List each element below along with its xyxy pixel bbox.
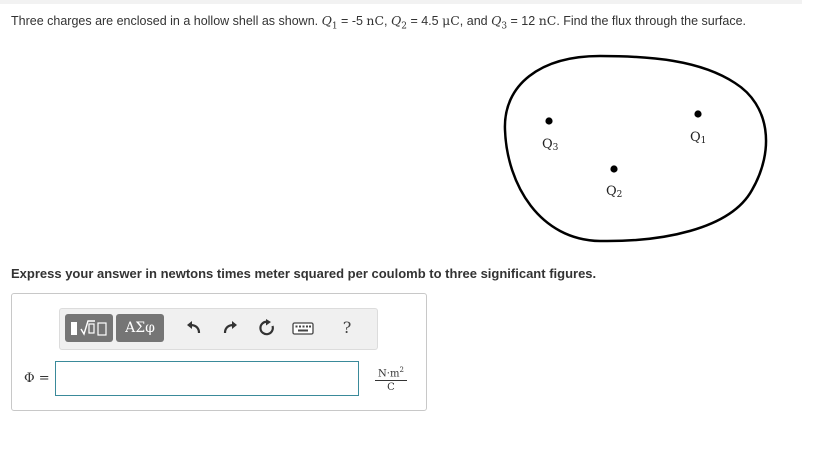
charge-q3-dot [545, 117, 552, 124]
q1-unit: nC [366, 13, 385, 28]
undo-icon[interactable] [184, 318, 204, 338]
separator: , [384, 14, 391, 28]
q2-symbol: $Q_2$ [391, 13, 407, 32]
charge-q1-label: Q1 [690, 130, 707, 146]
answer-instruction: Express your answer in newtons times meter squared per coulomb to three significant figures. [11, 266, 597, 281]
charge-q2-dot [610, 165, 617, 172]
charge-q2-label: Q2 [606, 184, 623, 200]
shell-figure [500, 52, 775, 247]
question-intro: Three charges are enclosed in a hollow shell as shown. [11, 14, 322, 28]
q3-unit: nC [538, 13, 557, 28]
math-toolbar [59, 308, 378, 350]
q2-value: = 4.5 [406, 14, 443, 28]
question-ending: . Find the flux through the surface. [556, 14, 747, 28]
template-button[interactable] [65, 314, 113, 342]
question-text [11, 13, 746, 32]
unit-denominator: C [387, 382, 395, 394]
q3-value: = 12 [507, 14, 539, 28]
top-divider [0, 0, 802, 4]
help-icon[interactable]: ? [342, 318, 352, 337]
flux-variable-label: Φ = [24, 371, 50, 386]
separator: , and [459, 14, 492, 28]
q2-unit: μC [442, 13, 460, 28]
answer-units [375, 366, 407, 393]
q3-symbol: $Q_3$ [491, 13, 508, 32]
reset-icon[interactable] [257, 318, 277, 338]
answer-panel [11, 293, 427, 411]
q1-symbol: $Q_1$ [321, 13, 338, 32]
charge-q1-dot [694, 110, 701, 117]
flux-answer-input[interactable] [55, 361, 359, 396]
template-icon [65, 314, 113, 342]
q1-value: = -5 [337, 14, 367, 28]
unit-numerator: $N\cdot m^2$ [375, 366, 407, 381]
redo-icon[interactable] [220, 318, 240, 338]
keyboard-icon[interactable] [292, 318, 314, 338]
greek-symbols-button[interactable]: ΑΣφ [116, 314, 164, 342]
charge-q3-label: Q3 [542, 137, 559, 153]
